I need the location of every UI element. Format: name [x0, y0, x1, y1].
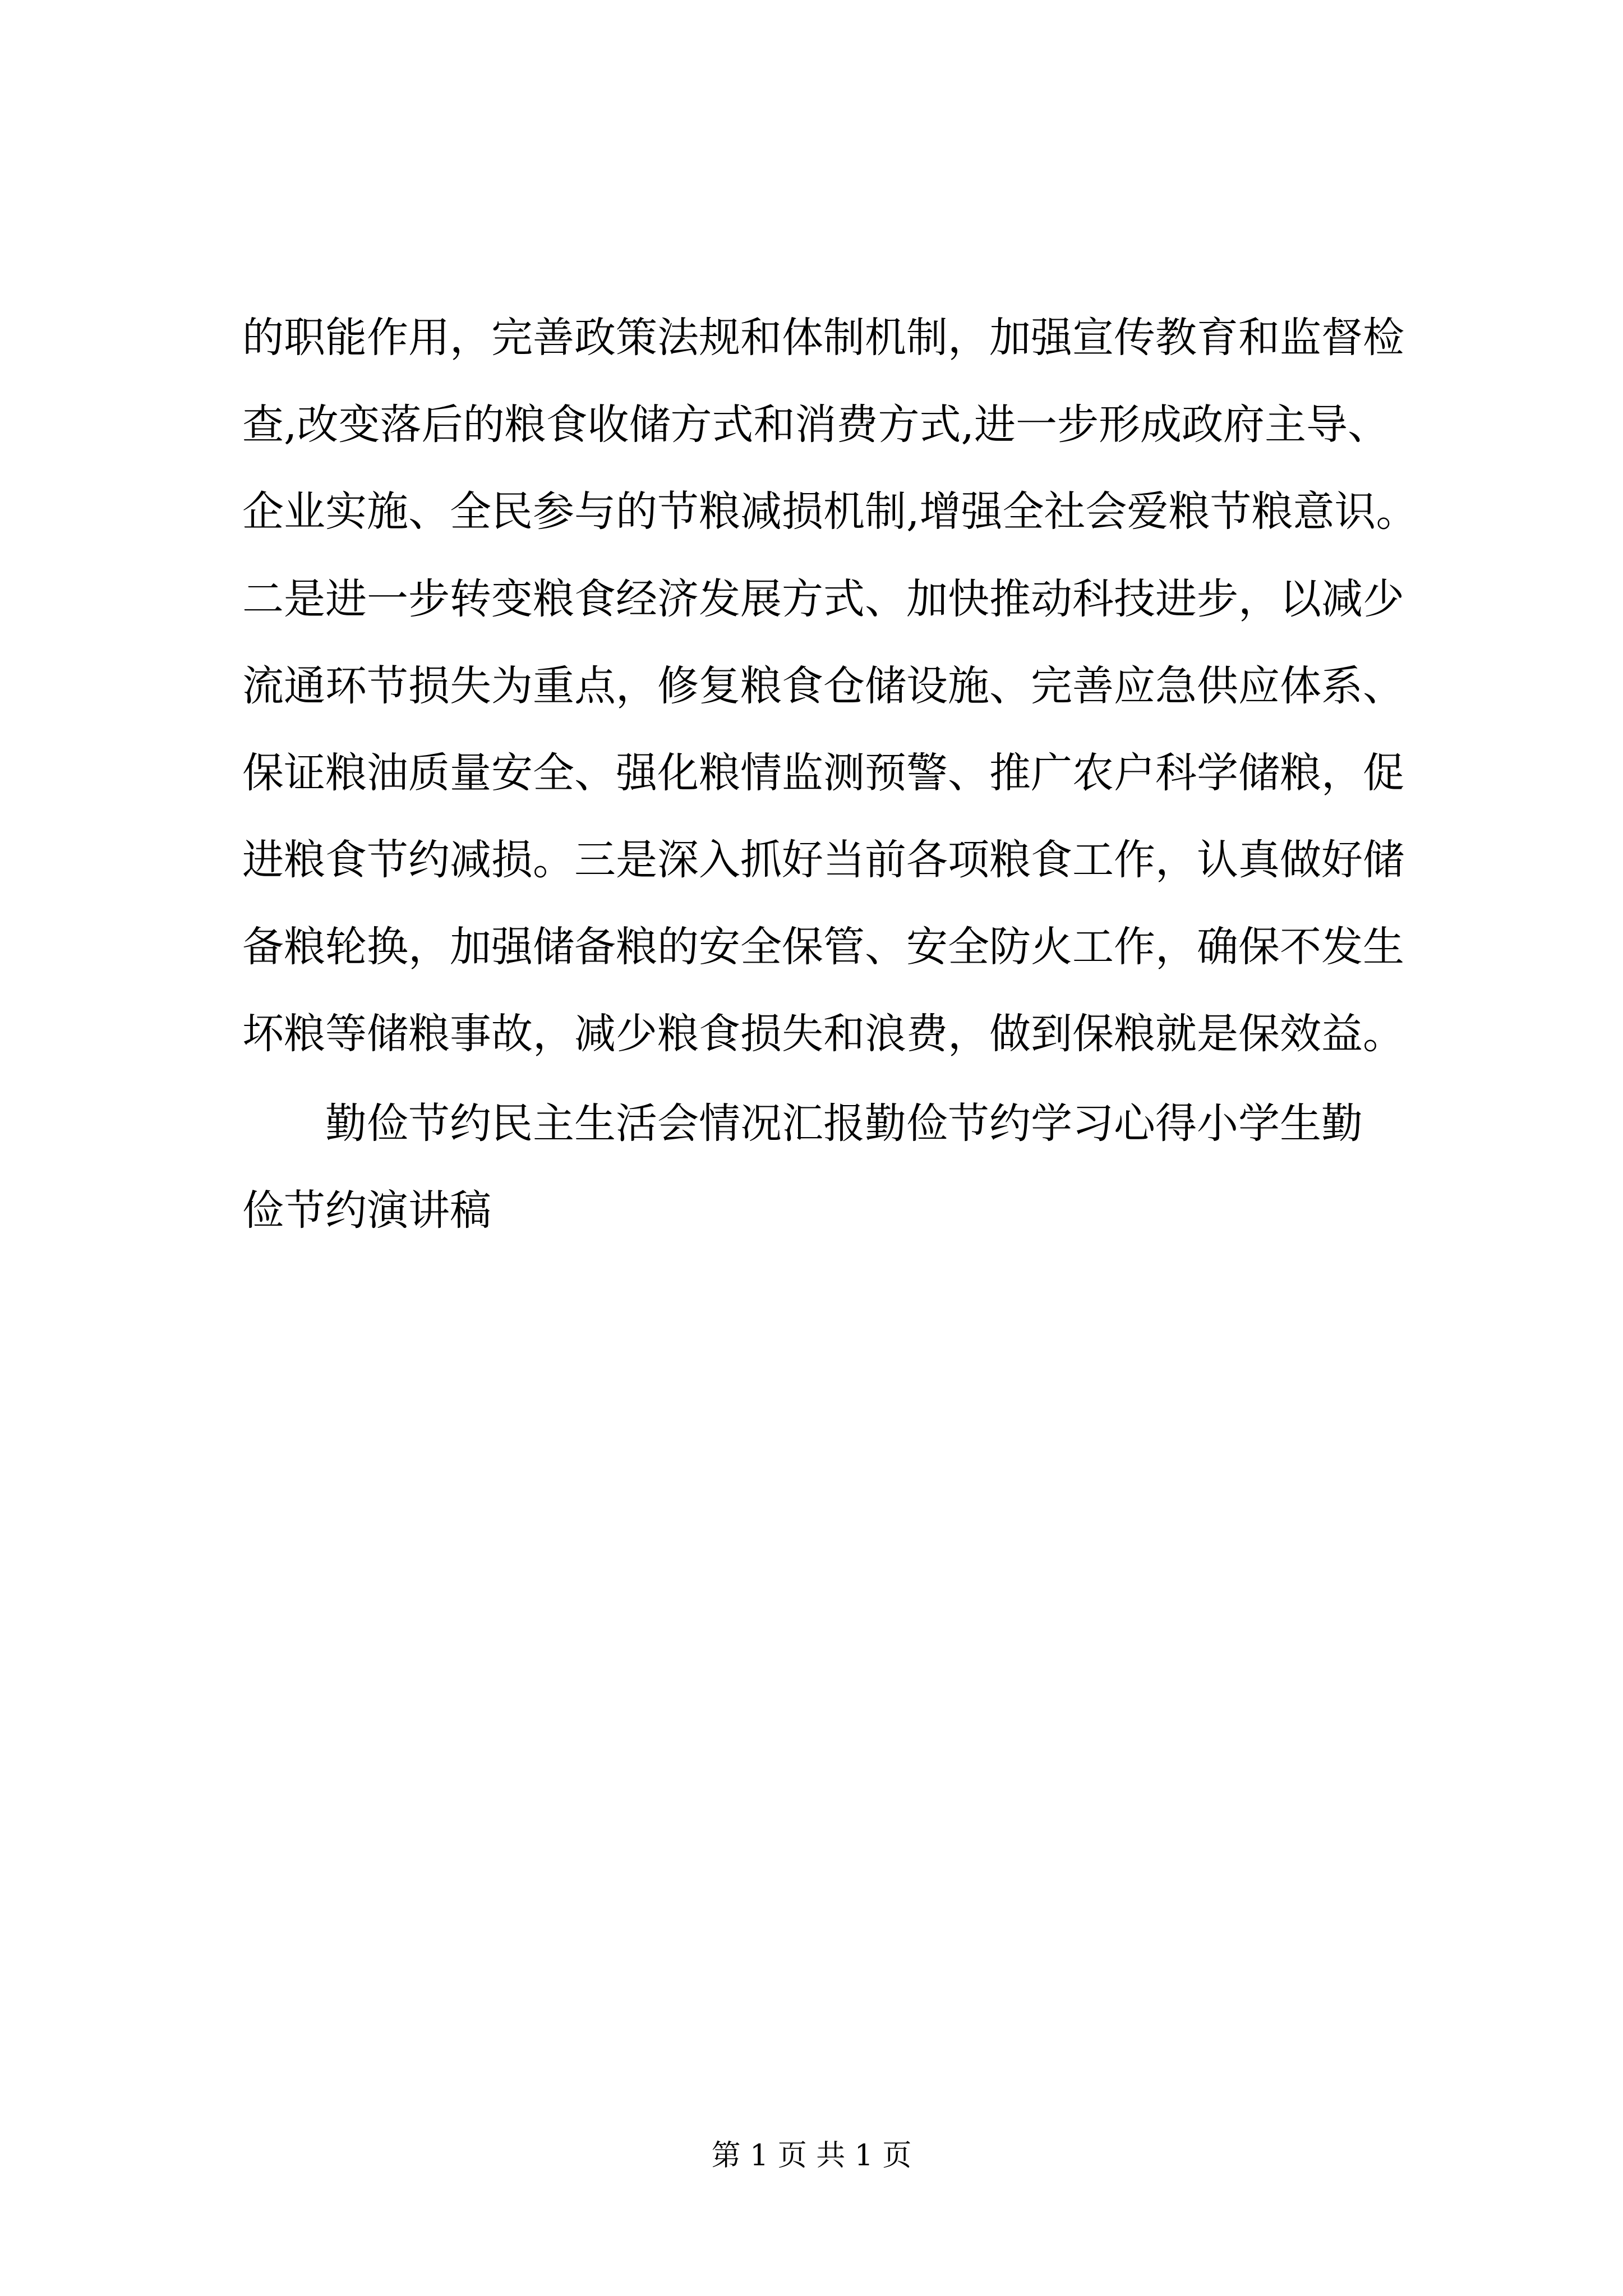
body-text-line: 保证粮油质量安全、强化粮情监测预警、推广农户科学储粮，促 [242, 749, 1404, 797]
body-text-line: 流通环节损失为重点，修复粮食仓储设施、完善应急供应体系、 [242, 662, 1404, 710]
body-text-line: 坏粮等储粮事故，减少粮食损失和浪费，做到保粮就是保效益。 [242, 1010, 1404, 1058]
body-text-line: 的职能作用，完善政策法规和体制机制，加强宣传教育和监督检 [242, 314, 1404, 362]
body-text-line: 备粮轮换，加强储备粮的安全保管、安全防火工作，确保不发生 [242, 923, 1404, 971]
body-text-line: 企业实施、全民参与的节粮减损机制,增强全社会爱粮节粮意识。 [242, 487, 1418, 536]
related-titles-line: 俭节约演讲稿 [242, 1186, 491, 1235]
body-text-line: 查,改变落后的粮食收储方式和消费方式,进一步形成政府主导、 [242, 401, 1390, 449]
related-titles-line: 勤俭节约民主生活会情况汇报勤俭节约学习心得小学生勤 [325, 1099, 1363, 1148]
body-text-line: 进粮食节约减损。三是深入抓好当前各项粮食工作，认真做好储 [242, 836, 1404, 884]
body-text-line: 二是进一步转变粮食经济发展方式、加快推动科技进步，以减少 [242, 575, 1404, 623]
page-footer: 第 1 页 共 1 页 [711, 2139, 912, 2173]
